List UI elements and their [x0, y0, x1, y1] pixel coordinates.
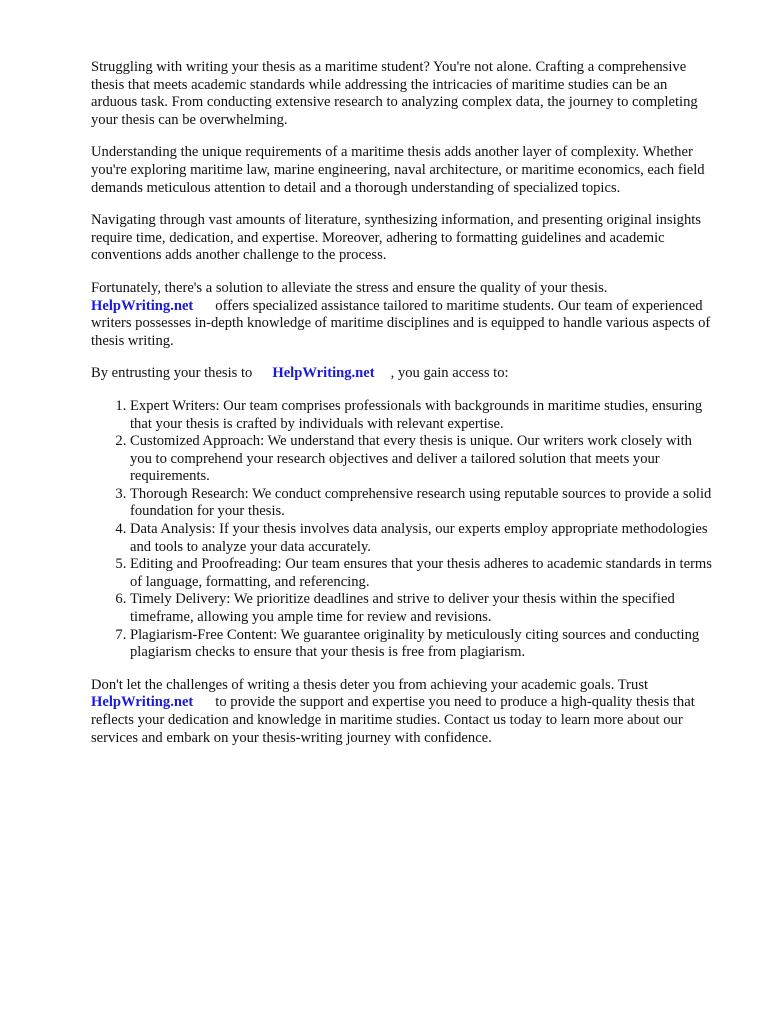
list-item: 2. Customized Approach: We understand that every thesis is unique. Our writers work closely with you to comprehend your research objectives and deliver a tailored solution that meets your requirements.: [130, 433, 716, 486]
access-before-text: By entrusting your thesis to: [91, 365, 253, 382]
intro-paragraph: Struggling with writing your thesis as a maritime student? You're not alone. Crafting a comprehensive thesis that meets academic standards while addressing the intricacies of maritime studies can be an arduous task. From conducting extensive research to analyzing complex data, the journey to completing your thesis can be overwhelming.: [91, 59, 698, 128]
list-item: 1. Expert Writers: Our team comprises professionals with backgrounds in maritime studies, ensuring that your thesis is crafted by individuals with relevant expertise.: [130, 398, 716, 433]
list-item: 5. Editing and Proofreading: Our team ensures that your thesis adheres to academic standards in terms of language, formatting, and referencing.: [130, 556, 716, 591]
access-after-text: , you gain access to:: [390, 365, 509, 382]
list-item: 3. Thorough Research: We conduct comprehensive research using reputable sources to provide a solid foundation for your thesis.: [130, 486, 716, 521]
closing-before-text: Don't let the challenges of writing a thesis deter you from achieving your academic goals. Trust: [91, 676, 649, 693]
benefits-list: [91, 398, 716, 662]
solution-paragraph: [91, 280, 716, 350]
list-item: 7. Plagiarism-Free Content: We guarantee originality by meticulously citing sources and conducting plagiarism checks to ensure that your thesis is free from plagiarism.: [130, 627, 716, 662]
document-page: [91, 59, 716, 762]
solution-rest-text: offers specialized assistance tailored to maritime students. Our team of experienced writers possesses in-depth knowledge of maritime disciplines and is equipped to handle various aspects of thesis writing.: [91, 297, 711, 349]
helpwriting-link[interactable]: HelpWriting.net: [91, 694, 194, 711]
access-paragraph: [91, 365, 716, 383]
helpwriting-link[interactable]: HelpWriting.net: [91, 297, 194, 314]
helpwriting-link[interactable]: HelpWriting.net: [272, 365, 375, 382]
solution-intro-text: Fortunately, there's a solution to alleviate the stress and ensure the quality of your thesis.: [91, 279, 608, 296]
challenges-paragraph: Navigating through vast amounts of literature, synthesizing information, and presenting original insights require time, dedication, and expertise. Moreover, adhering to formatting guidelines and academic conventions adds another challenge to the process.: [91, 212, 701, 264]
closing-paragraph: [91, 677, 716, 747]
list-item: 4. Data Analysis: If your thesis involves data analysis, our experts employ appropriate methodologies and tools to analyze your data accurately.: [130, 521, 716, 556]
closing-after-text: to provide the support and expertise you need to produce a high-quality thesis that reflects your dedication and knowledge in maritime studies. Contact us today to learn more about our services and embark on your thesis-writing journey with confidence.: [91, 694, 695, 746]
requirements-paragraph: Understanding the unique requirements of a maritime thesis adds another layer of complexity. Whether you're exploring maritime law, marine engineering, naval architecture, or maritime economics, each field demands meticulous attention to detail and a thorough understanding of specialized topics.: [91, 144, 705, 196]
list-item: 6. Timely Delivery: We prioritize deadlines and strive to deliver your thesis within the specified timeframe, allowing you ample time for review and revisions.: [130, 591, 716, 626]
